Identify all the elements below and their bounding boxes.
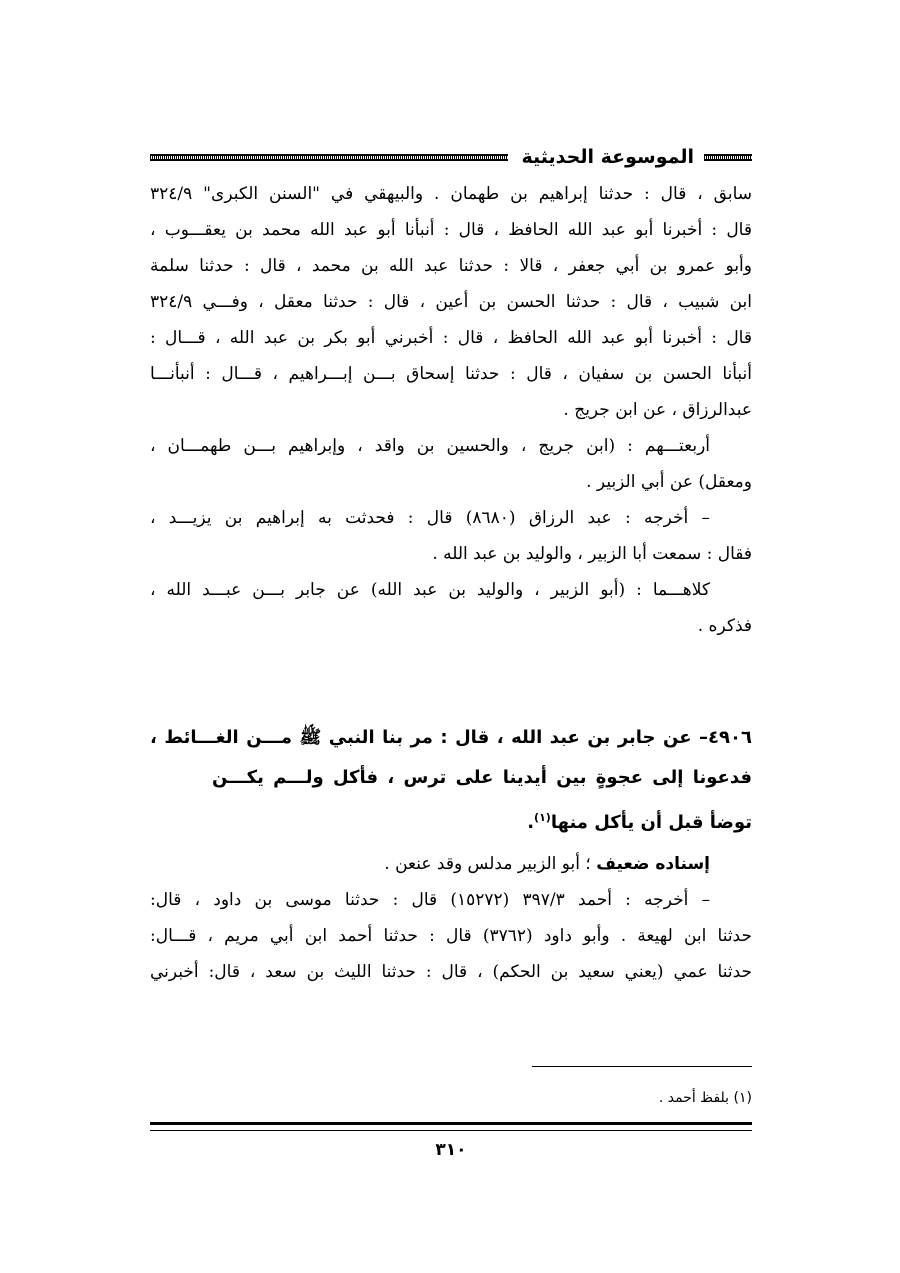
header-rule-right bbox=[704, 154, 752, 161]
page-number: ٣١٠ bbox=[435, 1140, 467, 1160]
text-line: ومعقل) عن أبي الزبير . bbox=[586, 472, 752, 492]
running-header bbox=[150, 140, 752, 174]
footnote-ref: (١) bbox=[534, 811, 551, 824]
text-line: وأبو عمرو بن أبي جعفر ، قالا : حدثنا عبد الله بن محمد ، قال : حدثنا سلمة bbox=[150, 256, 752, 276]
text-line: كلاهـــما : (أبو الزبير ، والوليد بن عبد الله) عن جابر بـــن عبـــد الله ، bbox=[150, 580, 710, 600]
text-line: ابن شبيب ، قال : حدثنا الحسن بن أعين ، قال : حدثنا معقل ، وفـــي ٣٢٤/٩ bbox=[150, 292, 752, 312]
isnad-label: إسناده ضعيف bbox=[596, 854, 710, 874]
text-line: قال : أخبرنا أبو عبد الله الحافظ ، قال : أخبرني أبو بكر بن عبد الله ، قـــال : bbox=[150, 328, 752, 348]
takhrij-line: حدثنا ابن لهيعة . وأبو داود (٣٧٦٢) قال : حدثنا أحمد ابن أبي مريم ، قـــال: bbox=[150, 926, 752, 946]
text-line: عبدالرزاق ، عن ابن جريج . bbox=[563, 400, 752, 420]
footer-rule bbox=[150, 1122, 752, 1131]
footnote-separator bbox=[532, 1066, 752, 1067]
hadith-line-text: توضأ قبل أن يأكل منها bbox=[550, 812, 752, 833]
header-title: الموسوعة الحديثية bbox=[521, 146, 694, 168]
text-line: – أخرجه : عبد الرزاق (٨٦٨٠) قال : فحدثت به إبراهيم بن يزيـــد ، bbox=[150, 508, 710, 528]
takhrij-line: – أخرجه : أحمد ٣٩٧/٣ (١٥٢٧٢) قال : حدثنا موسى بن داود ، قال: bbox=[150, 890, 711, 910]
text-line: فذكره . bbox=[697, 616, 752, 636]
takhrij-line: حدثنا عمي (يعني سعيد بن الحكم) ، قال : حدثنا الليث بن سعد ، قال: أخبرني bbox=[150, 962, 752, 982]
footnote: (١) بلفظ أحمد . bbox=[658, 1090, 752, 1106]
hadith-line-end: . bbox=[527, 812, 535, 833]
hadith-line bbox=[212, 800, 752, 841]
text-line: فقال : سمعت أبا الزبير ، والوليد بن عبد الله . bbox=[432, 544, 752, 564]
text-line: قال : أخبرنا أبو عبد الله الحافظ ، قال : أنبأنا أبو عبد الله محمد بن يعقـــوب ، bbox=[150, 220, 752, 240]
text-line: أربعتـــهم : (ابن جريج ، والحسين بن واقد ، وإبراهيم بـــن طهمـــان ، bbox=[150, 436, 710, 456]
text-line: سابق ، قال : حدثنا إبراهيم بن طهمان . والبيهقي في "السنن الكبرى" ٣٢٤/٩ bbox=[150, 184, 752, 204]
hadith-line: فدعونا إلى عجوةٍ بين أيدينا على ترس ، فأكل ولـــم يكـــن bbox=[212, 767, 752, 788]
document-page bbox=[150, 0, 752, 1273]
header-rule-left bbox=[150, 154, 508, 161]
hadith-line: ٤٩٠٦– عن جابر بن عبد الله ، قال : مر بنا النبي ﷺ مـــن الغـــائط ، bbox=[150, 727, 752, 748]
isnad-line bbox=[150, 846, 752, 882]
isnad-text: ؛ أبو الزبير مدلس وقد عنعن . bbox=[384, 854, 591, 874]
text-line: أنبأنا الحسن بن سفيان ، قال : حدثنا إسحاق بـــن إبـــراهيم ، قـــال : أنبأنـــا bbox=[150, 364, 752, 384]
